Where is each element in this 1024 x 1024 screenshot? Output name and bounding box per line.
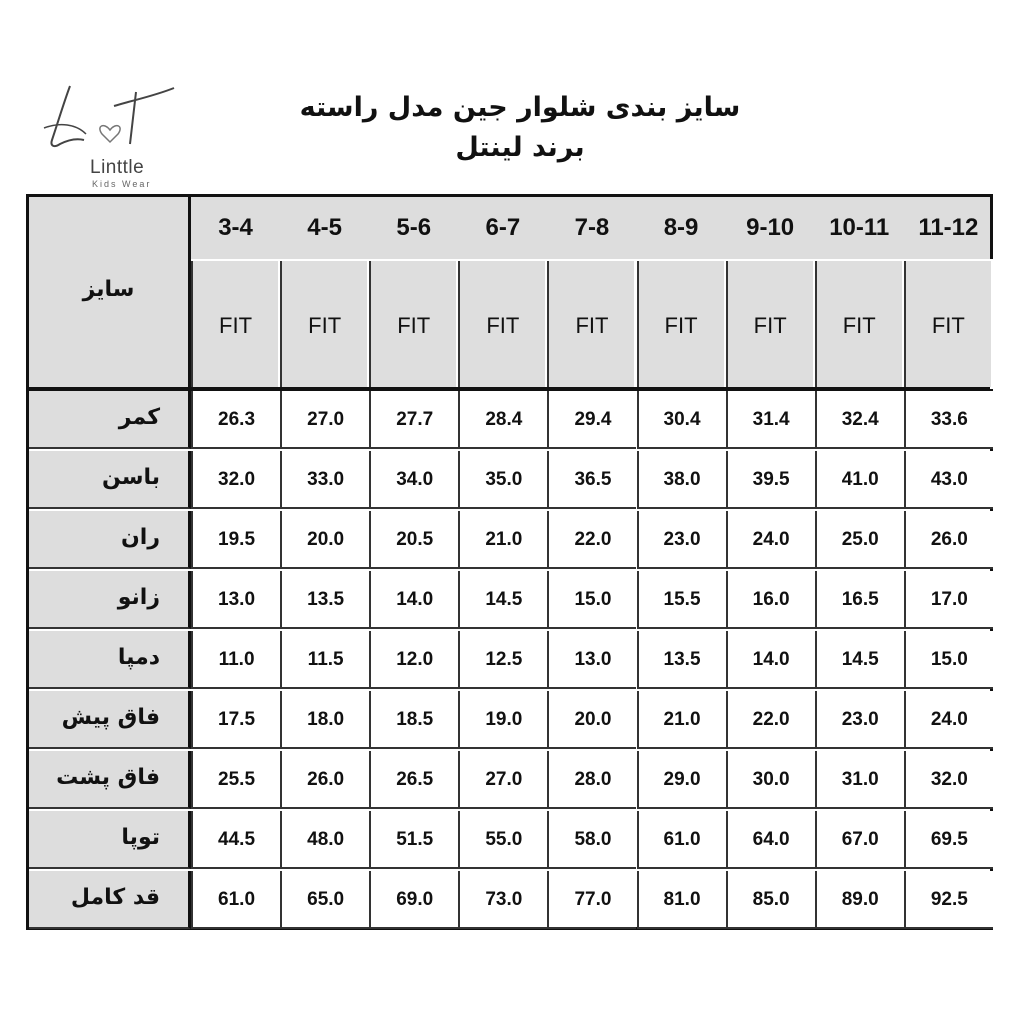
fit-label: FIT: [931, 313, 965, 338]
table-cell: 92.5: [904, 871, 993, 929]
fit-cell-5: [637, 261, 724, 387]
table-cell: 89.0: [815, 871, 904, 929]
table-cell: 11.5: [280, 631, 369, 689]
table-cell: 23.0: [637, 511, 726, 569]
row-label-cell: [29, 751, 191, 809]
table-cell: 16.5: [815, 571, 904, 629]
row-label-cell: [29, 451, 191, 509]
table-row: [29, 451, 990, 511]
table-cell: 39.5: [726, 451, 815, 509]
table-cell: 14.0: [369, 571, 458, 629]
table-cell: 77.0: [547, 871, 636, 929]
fit-cell-8: [904, 261, 991, 387]
table-cell: 44.5: [191, 811, 280, 869]
table-cell: 28.4: [458, 391, 547, 449]
fit-row: [191, 259, 993, 389]
table-row: [29, 811, 990, 871]
table-cell: 64.0: [726, 811, 815, 869]
table-cell: 22.0: [726, 691, 815, 749]
table-cell: 26.5: [369, 751, 458, 809]
fit-cell-2: [369, 261, 456, 387]
row-label: دمپا: [117, 645, 160, 670]
table-cell: 20.5: [369, 511, 458, 569]
age-header-5: 8-9: [663, 214, 699, 241]
table-cell: 18.0: [280, 691, 369, 749]
table-cell: 69.5: [904, 811, 993, 869]
table-cell: 51.5: [369, 811, 458, 869]
fit-label: FIT: [219, 313, 253, 338]
page-title: [200, 88, 840, 168]
table-cell: 32.0: [191, 451, 280, 509]
table-cell: 17.0: [904, 571, 993, 629]
table-cell: 65.0: [280, 871, 369, 929]
row-label: توپا: [121, 825, 160, 850]
table-cell: 38.0: [637, 451, 726, 509]
age-header-3: 6-7: [485, 214, 521, 241]
table-cell: 25.0: [815, 511, 904, 569]
age-header-2: 5-6: [396, 214, 432, 241]
corner-label: سایز: [82, 277, 135, 302]
table-cell: 69.0: [369, 871, 458, 929]
table-cell: 19.5: [191, 511, 280, 569]
row-label-cell: [29, 871, 191, 929]
table-cell: 32.0: [904, 751, 993, 809]
table-cell: 18.5: [369, 691, 458, 749]
table-cell: 25.5: [191, 751, 280, 809]
logo-name: Linttle: [90, 157, 145, 178]
row-label: ران: [121, 525, 160, 550]
table-cell: 61.0: [637, 811, 726, 869]
age-header-4: 7-8: [574, 214, 610, 241]
table-row: [29, 631, 990, 691]
row-label: زانو: [117, 585, 160, 610]
title-line-2: برند لینتل: [455, 132, 585, 163]
table-cell: 31.0: [815, 751, 904, 809]
table-cell: 32.4: [815, 391, 904, 449]
fit-label: FIT: [664, 313, 698, 338]
table-cell: 13.0: [191, 571, 280, 629]
fit-label: FIT: [486, 313, 520, 338]
table-cell: 26.0: [280, 751, 369, 809]
row-label: کمر: [118, 405, 160, 430]
table-cell: 19.0: [458, 691, 547, 749]
table-cell: 30.4: [637, 391, 726, 449]
table-cell: 21.0: [458, 511, 547, 569]
table-cell: 29.4: [547, 391, 636, 449]
table-cell: 13.0: [547, 631, 636, 689]
logo-tagline: Kids Wear: [92, 179, 152, 189]
table-row: [29, 391, 990, 451]
table-cell: 67.0: [815, 811, 904, 869]
table-cell: 48.0: [280, 811, 369, 869]
table-cell: 28.0: [547, 751, 636, 809]
table-cell: 81.0: [637, 871, 726, 929]
row-label: فاق پشت: [56, 765, 160, 790]
fit-cell-4: [547, 261, 634, 387]
fit-label: FIT: [753, 313, 787, 338]
table-cell: 36.5: [547, 451, 636, 509]
table-cell: 23.0: [815, 691, 904, 749]
age-header-1: 4-5: [307, 214, 342, 241]
row-label: باسن: [102, 465, 160, 490]
corner-cell: [29, 197, 191, 387]
fit-cell-7: [815, 261, 902, 387]
table-cell: 33.6: [904, 391, 993, 449]
table-cell: 11.0: [191, 631, 280, 689]
size-table: [26, 194, 993, 930]
fit-cell-0: [191, 261, 278, 387]
table-cell: 85.0: [726, 871, 815, 929]
fit-cell-3: [458, 261, 545, 387]
table-cell: 27.7: [369, 391, 458, 449]
table-cell: 20.0: [280, 511, 369, 569]
table-cell: 21.0: [637, 691, 726, 749]
table-cell: 14.0: [726, 631, 815, 689]
age-header-7: 10-11: [829, 214, 890, 241]
table-cell: 26.3: [191, 391, 280, 449]
table-row: [29, 871, 990, 931]
table-cell: 55.0: [458, 811, 547, 869]
fit-label: FIT: [842, 313, 876, 338]
row-label: قد کامل: [70, 885, 160, 910]
table-cell: 15.0: [904, 631, 993, 689]
brand-logo: [40, 78, 180, 192]
table-cell: 35.0: [458, 451, 547, 509]
age-header-8: 11-12: [918, 214, 979, 241]
table-cell: 58.0: [547, 811, 636, 869]
row-label-cell: [29, 571, 191, 629]
table-row: [29, 751, 990, 811]
table-cell: 13.5: [280, 571, 369, 629]
row-label: فاق پیش: [61, 705, 160, 730]
table-cell: 27.0: [458, 751, 547, 809]
row-label-cell: [29, 691, 191, 749]
table-cell: 29.0: [637, 751, 726, 809]
table-cell: 41.0: [815, 451, 904, 509]
table-row: [29, 691, 990, 751]
table-cell: 13.5: [637, 631, 726, 689]
logo-script-mark: [40, 78, 180, 158]
table-cell: 30.0: [726, 751, 815, 809]
fit-cell-6: [726, 261, 813, 387]
table-cell: 14.5: [458, 571, 547, 629]
age-header-0: 3-4: [218, 214, 253, 241]
table-cell: 14.5: [815, 631, 904, 689]
table-cell: 43.0: [904, 451, 993, 509]
table-cell: 26.0: [904, 511, 993, 569]
table-cell: 20.0: [547, 691, 636, 749]
table-row: [29, 571, 990, 631]
age-header-6: 9-10: [746, 214, 795, 241]
fit-label: FIT: [397, 313, 431, 338]
row-label-cell: [29, 811, 191, 869]
table-cell: 73.0: [458, 871, 547, 929]
row-label-cell: [29, 391, 191, 449]
table-cell: 16.0: [726, 571, 815, 629]
title-line-1: سایز بندی شلوار جین مدل راسته: [299, 92, 741, 123]
table-cell: 22.0: [547, 511, 636, 569]
fit-label: FIT: [575, 313, 609, 338]
table-cell: 12.0: [369, 631, 458, 689]
table-cell: 15.0: [547, 571, 636, 629]
table-row: [29, 511, 990, 571]
row-label-cell: [29, 511, 191, 569]
table-cell: 34.0: [369, 451, 458, 509]
table-cell: 33.0: [280, 451, 369, 509]
row-label-cell: [29, 631, 191, 689]
table-cell: 31.4: [726, 391, 815, 449]
table-cell: 12.5: [458, 631, 547, 689]
table-cell: 24.0: [904, 691, 993, 749]
table-cell: 61.0: [191, 871, 280, 929]
table-cell: 17.5: [191, 691, 280, 749]
table-cell: 24.0: [726, 511, 815, 569]
fit-label: FIT: [308, 313, 342, 338]
table-cell: 27.0: [280, 391, 369, 449]
table-cell: 15.5: [637, 571, 726, 629]
fit-cell-1: [280, 261, 367, 387]
